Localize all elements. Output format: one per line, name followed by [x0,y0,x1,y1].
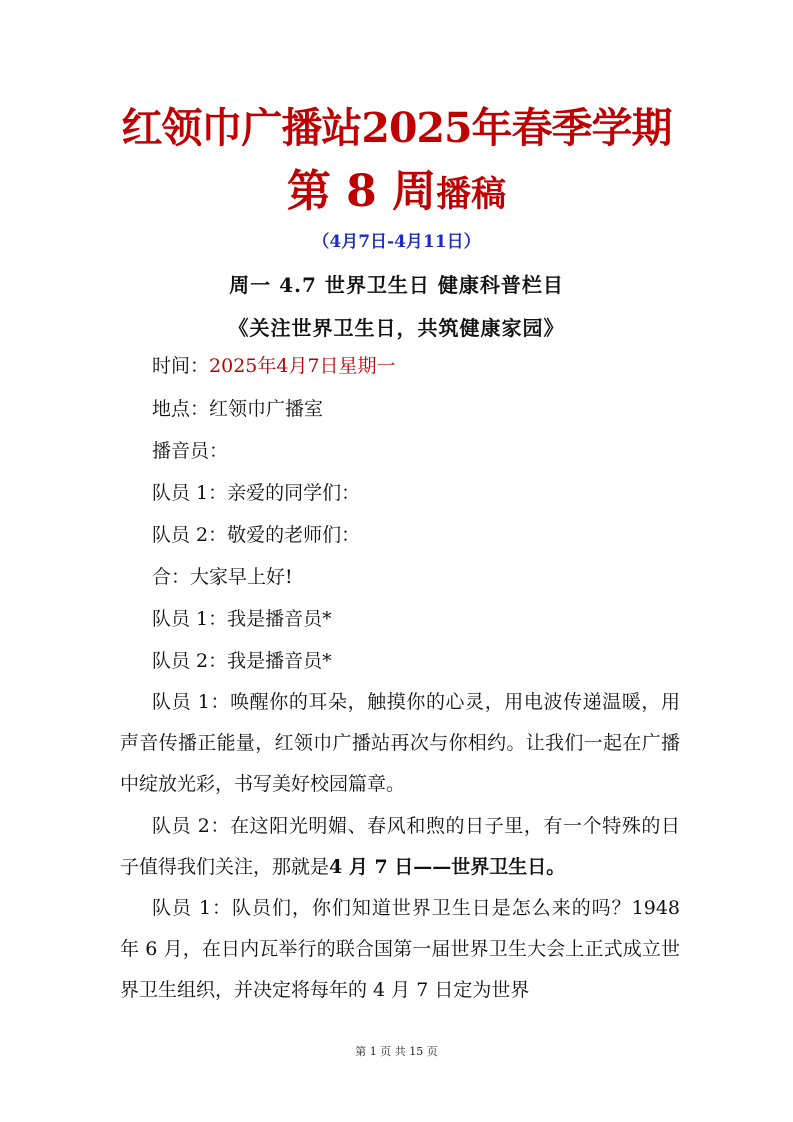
script-line: 队员 1：我是播音员* [152,608,332,630]
page-footer: 第 1 页 共 15 页 [355,1045,438,1058]
paragraph-emphasis: 4 月 7 日——世界卫生日。 [329,856,566,878]
document-title: 红领巾广播站2025年春季学期 [121,104,672,152]
day-topic-heading: 周一 4.7 世界卫生日 健康科普栏目 [229,273,564,297]
document-title-week [0,162,793,231]
script-line: 队员 1：亲爱的同学们： [152,482,361,504]
paragraph-history: 队员 1：队员们，你们知道世界卫生日是怎么来的吗？1948 年 6 月，在日内瓦举行的联合国第一届世界卫生大会上正式成立世界卫生组织，并决定将每年的 4 月 7 日定为世界 [120,897,680,1001]
paragraph-text: 队员 2：在这阳光明媚、春风和煦的日子里，有一个特殊的日子值得我们关注，那就是 [120,815,680,878]
script-line: 合：大家早上好! [152,566,293,588]
time-label: 时间： [152,355,210,377]
time-line [152,352,396,380]
program-title-heading: 《关注世界卫生日，共筑健康家园》 [228,316,565,340]
week-number: 第 8 周 [286,166,437,217]
paragraph-intro: 队员 1：唤醒你的耳朵，触摸你的心灵，用电波传递温暖，用声音传播正能量，红领巾广播站再次与你相约。让我们一起在广播中绽放光彩，书写美好校园篇章。 [120,691,680,795]
place-line: 地点：红领巾广播室 [152,398,324,420]
script-line: 队员 2：我是播音员* [152,650,332,672]
announcer-label: 播音员： [152,440,229,462]
paragraph-health-day [120,806,680,888]
date-range: （4月7日-4月11日） [312,232,481,252]
title-suffix: 播稿 [436,174,507,215]
time-value: 2025年4月7日星期一 [209,355,396,377]
script-line: 队员 2：敬爱的老师们： [152,524,361,546]
